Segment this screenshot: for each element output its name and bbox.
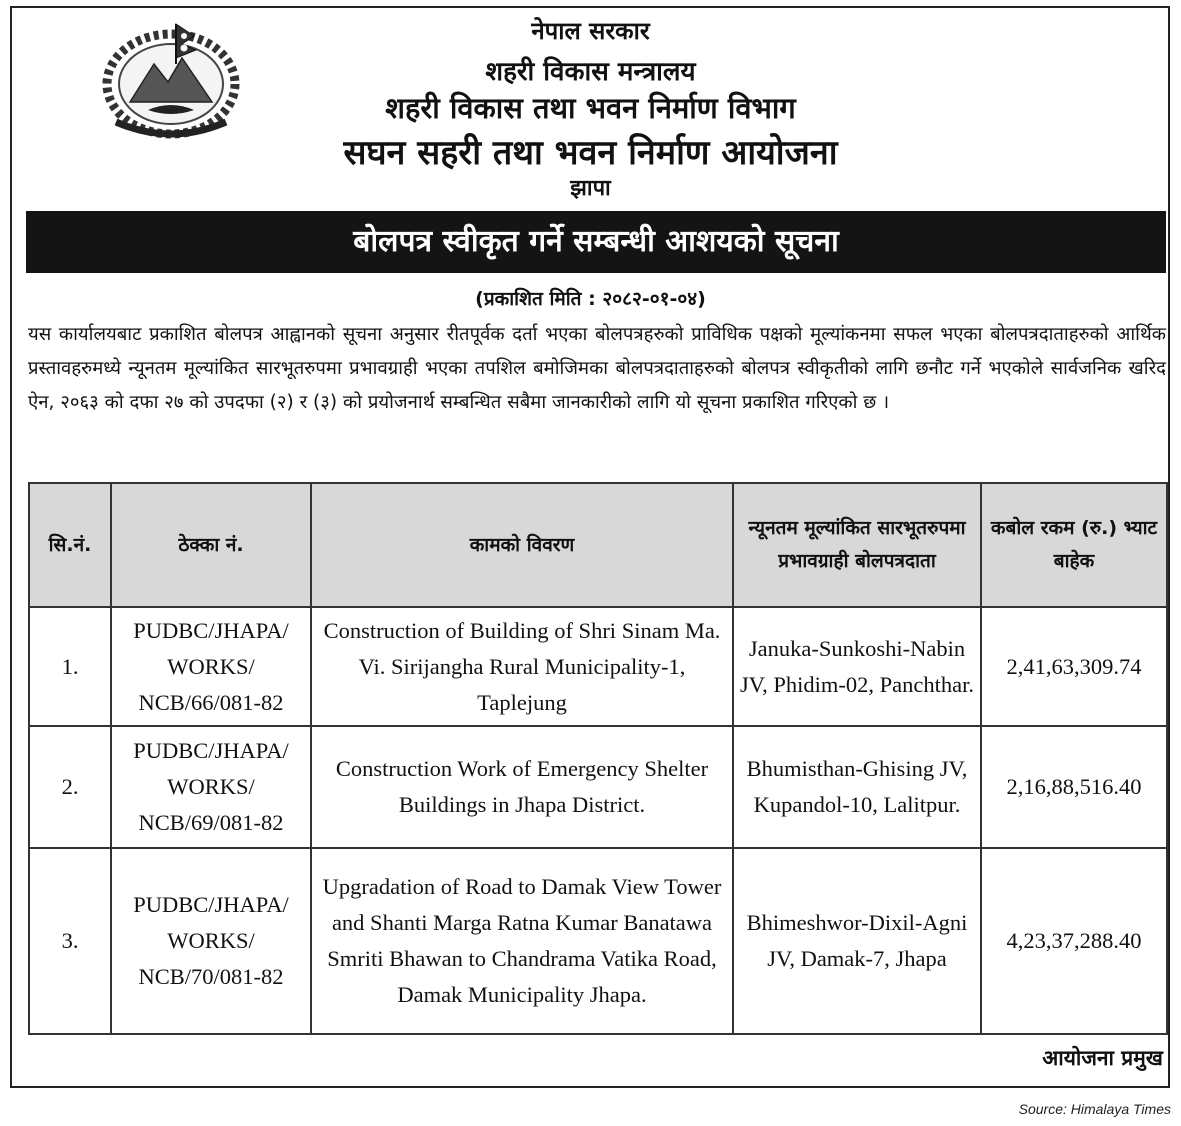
- government-title: नेपाल सरकार: [531, 17, 650, 45]
- header-bid-amount: कबोल रकम (रु.) भ्याट बाहेक: [981, 483, 1167, 607]
- work-description-cell: Construction Work of Emergency Shelter Buildings in Jhapa District.: [311, 726, 733, 848]
- location-title: झापा: [570, 176, 611, 201]
- table-header-row: [29, 483, 1167, 607]
- signatory: आयोजना प्रमुख: [1042, 1046, 1163, 1070]
- published-date: (प्रकाशित मिति : २०८२-०१-०४): [475, 288, 706, 310]
- department-title: शहरी विकास तथा भवन निर्माण विभाग: [385, 91, 796, 125]
- serial-no-cell: 2.: [29, 726, 111, 848]
- serial-no-cell: 1.: [29, 607, 111, 726]
- table-row: [29, 848, 1167, 1034]
- bid-acceptance-table: [28, 482, 1168, 1035]
- contract-no-cell: PUDBC/JHAPA/ WORKS/ NCB/66/081-82: [111, 607, 311, 726]
- work-description-cell: Construction of Building of Shri Sinam Ma. Vi. Sirijangha Rural Municipality-1, Taplejung: [311, 607, 733, 726]
- header-bidder: न्यूनतम मूल्यांकित सारभूतरुपमा प्रभावग्राही बोलपत्रदाता: [733, 483, 981, 607]
- header-contract-no: ठेक्का नं.: [111, 483, 311, 607]
- project-title: सघन सहरी तथा भवन निर्माण आयोजना: [343, 133, 838, 173]
- bidder-cell: Bhimeshwor-Dixil-Agni JV, Damak-7, Jhapa: [733, 848, 981, 1034]
- source-credit: Source: Himalaya Times: [1018, 1101, 1171, 1117]
- header-serial-no: सि.नं.: [29, 483, 111, 607]
- serial-no-cell: 3.: [29, 848, 111, 1034]
- bid-amount-cell: 4,23,37,288.40: [981, 848, 1167, 1034]
- bidder-cell: Januka-Sunkoshi-Nabin JV, Phidim-02, Panchthar.: [733, 607, 981, 726]
- ministry-title: शहरी विकास मन्त्रालय: [485, 57, 696, 87]
- work-description-cell: Upgradation of Road to Damak View Tower and Shanti Marga Ratna Kumar Banatawa Smriti Bhawan to Chandrama Vatika Road, Damak Municipality Jhapa.: [311, 848, 733, 1034]
- table-row: [29, 726, 1167, 848]
- notice-body: यस कार्यालयबाट प्रकाशित बोलपत्र आह्वानको सूचना अनुसार रीतपूर्वक दर्ता भएका बोलपत्रहरुको प्राविधिक पक्षको मूल्यांकनमा सफल भएका बोलपत्रदाताहरुको आर्थिक प्रस्तावहरुमध्ये न्यूनतम मूल्यांकित सारभूतरुपमा प्रभावग्राही भएका तपशिल बमोजिमका बोलपत्रदाताहरुको बोलपत्र स्वीकृतीको लागि छनौट गर्ने भएकोले सार्वजनिक खरिद ऐन, २०६३ को दफा २७ को उपदफा (२) र (३) को प्रयोजनार्थ सम्बन्धित सबैमा जानकारीको लागि यो सूचना प्रकाशित गरिएको छ ।: [28, 324, 1166, 413]
- bid-amount-cell: 2,16,88,516.40: [981, 726, 1167, 848]
- notice-title-banner: बोलपत्र स्वीकृत गर्ने सम्बन्धी आशयको सूचना: [26, 211, 1166, 273]
- contract-no-cell: PUDBC/JHAPA/ WORKS/ NCB/69/081-82: [111, 726, 311, 848]
- bid-amount-cell: 2,41,63,309.74: [981, 607, 1167, 726]
- header-work-description: कामको विवरण: [311, 483, 733, 607]
- contract-no-cell: PUDBC/JHAPA/ WORKS/ NCB/70/081-82: [111, 848, 311, 1034]
- table-row: [29, 607, 1167, 726]
- bidder-cell: Bhumisthan-Ghising JV, Kupandol-10, Lalitpur.: [733, 726, 981, 848]
